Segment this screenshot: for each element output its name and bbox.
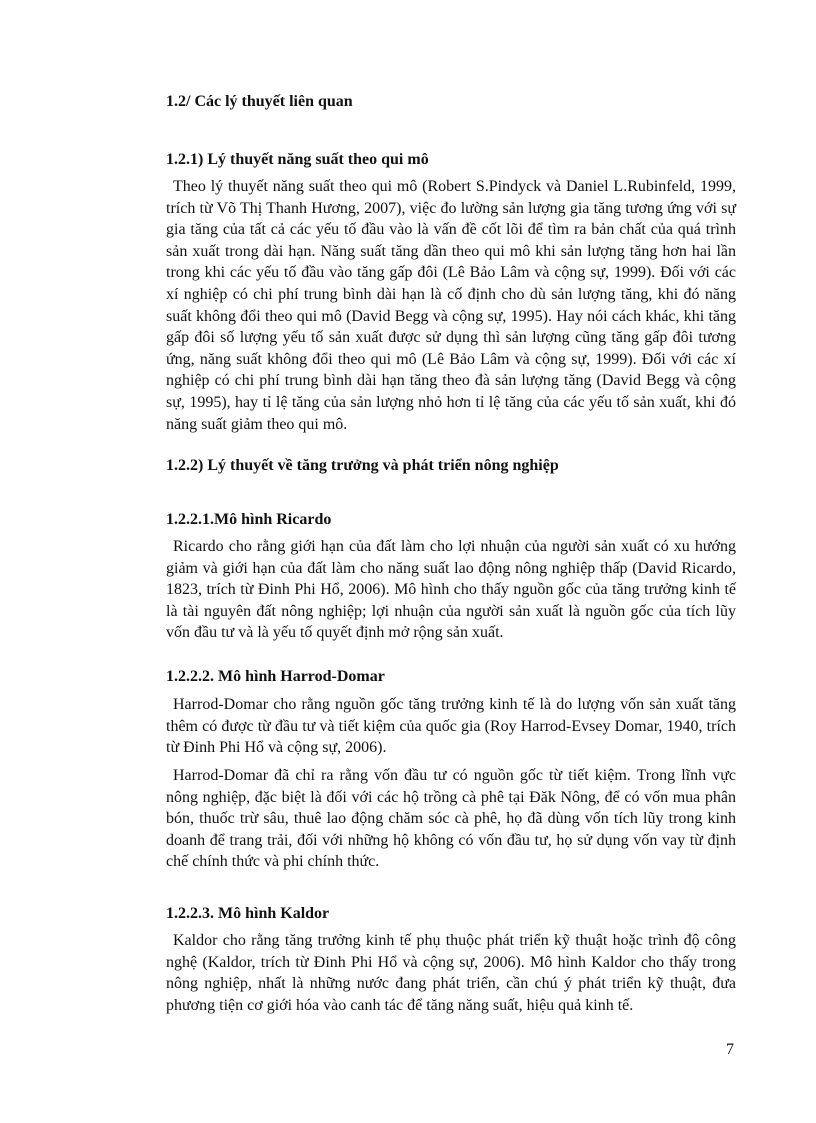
paragraph-ricardo: Ricardo cho rằng giới hạn của đất làm cho lợi nhuận của người sản xuất có xu hướng giảm và giới hạn của đất làm cho năng suất lao động nông nghiệp thấp (David Ricardo, 1823, trích từ Đinh Phi Hổ, 2006). Mô hình cho thấy nguồn gốc của tăng trưởng kinh tế là tài nguyên đất nông nghiệp; lợi nhuận của người sản xuất là nguồn gốc của tích lũy vốn đầu tư và là yếu tố quyết định mở rộng sản xuất. <box>166 538 736 642</box>
section-heading-1-2: 1.2/ Các lý thuyết liên quan <box>166 93 353 110</box>
section-heading-ricardo: 1.2.2.1.Mô hình Ricardo <box>166 511 332 528</box>
paragraph-harrod-domar-1: Harrod-Domar cho rằng nguồn gốc tăng trưởng kinh tế là do lượng vốn sản xuất tăng thêm có được từ đầu tư và tiết kiệm của quốc gia (Roy Harrod-Evsey Domar, 1940, trích từ Đinh Phi Hổ và cộng sự, 2006). <box>166 696 736 757</box>
paragraph-kaldor: Kaldor cho rằng tăng trưởng kinh tế phụ thuộc phát triển kỹ thuật hoặc trình độ công nghệ (Kaldor, trích từ Đinh Phi Hổ và cộng sự, 2006). Mô hình Kaldor cho thấy trong nông nghiệp, nhất là những nước đang phát triển, cần chú ý phát triển kỹ thuật, đưa phương tiện cơ giới hóa vào canh tác để tăng năng suất, hiệu quả kinh tế. <box>166 932 736 1014</box>
section-heading-1-2-1: 1.2.1) Lý thuyết năng suất theo qui mô <box>166 151 429 168</box>
section-heading-harrod-domar: 1.2.2.2. Mô hình Harrod-Domar <box>166 668 385 685</box>
page-number: 7 <box>726 1041 734 1058</box>
section-heading-1-2-2: 1.2.2) Lý thuyết về tăng trưởng và phát triển nông nghiệp <box>166 457 559 474</box>
paragraph-scale-productivity: Theo lý thuyết năng suất theo qui mô (Robert S.Pindyck và Daniel L.Rubinfeld, 1999, trích từ Võ Thị Thanh Hương, 2007), việc đo lường sản lượng gia tăng tương ứng với sự gia tăng của tất cả các yếu tố đầu vào là vấn đề cốt lõi để tìm ra bản chất của quá trình sản xuất trong dài hạn. Năng suất tăng dần theo qui mô khi sản lượng tăng hơn hai lần trong khi các yếu tố đầu vào tăng gấp đôi (Lê Bảo Lâm và cộng sự, 1999). Đối với các xí nghiệp có chi phí trung bình dài hạn là cố định cho dù sản lượng tăng, khi đó năng suất không đổi theo qui mô (David Begg và cộng sự, 1995). Hay nói cách khác, khi tăng gấp đôi số lượng yếu tố sản xuất được sử dụng thì sản lượng cũng tăng gấp đôi tương ứng, năng suất không đổi theo qui mô (Lê Bảo Lâm và cộng sự, 1999). Đối với các xí nghiệp có chi phí trung bình dài hạn tăng theo đà sản lượng tăng (David Begg và cộng sự, 1995), hay tỉ lệ tăng của sản lượng nhỏ hơn tỉ lệ tăng của các yếu tố sản xuất, khi đó năng suất giảm theo qui mô. <box>166 178 736 433</box>
section-heading-kaldor: 1.2.2.3. Mô hình Kaldor <box>166 905 330 922</box>
paragraph-harrod-domar-2: Harrod-Domar đã chỉ ra rằng vốn đầu tư có nguồn gốc từ tiết kiệm. Trong lĩnh vực nông nghiệp, đặc biệt là đối với các hộ trồng cà phê tại Đăk Nông, để có vốn mua phân bón, thuốc trừ sâu, thuê lao động chăm sóc cà phê, họ đã dùng vốn tích lũy trong kinh doanh để trang trải, đối với những hộ không có vốn đầu tư, họ sử dụng vốn vay từ định chế chính thức và phi chính thức. <box>166 767 736 871</box>
